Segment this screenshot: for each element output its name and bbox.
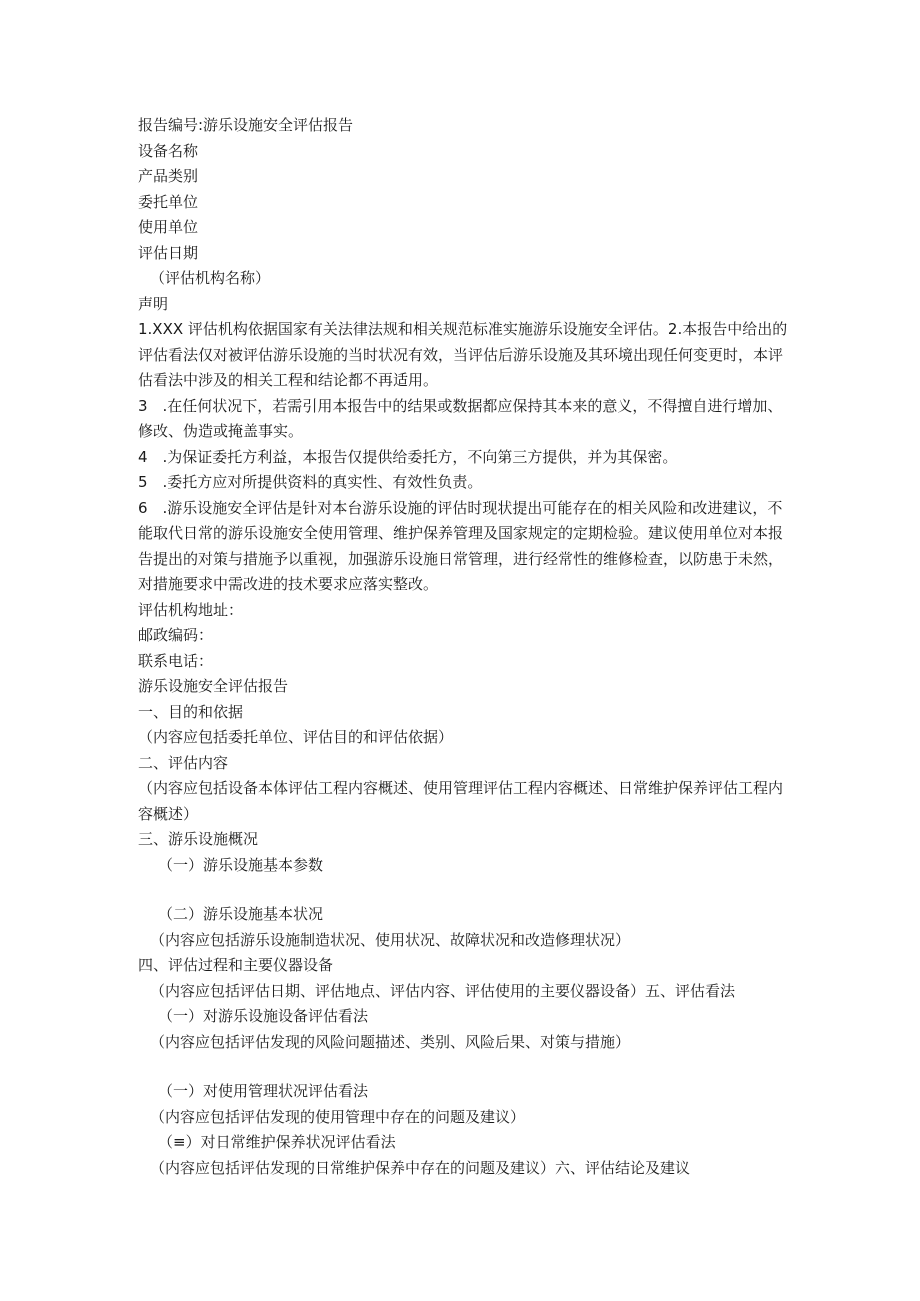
section-4-heading: 四、评估过程和主要仪器设备 [138, 956, 334, 974]
section-2-note: （内容应包括设备本体评估工程内容概述、使用管理评估工程内容概述、日常维护保养评估工程内容概述） [138, 779, 784, 823]
section-5-2-note: （内容应包括评估发现的使用管理中存在的问题及建议） [150, 1107, 526, 1126]
client-label: 委托单位 [138, 192, 199, 211]
assess-date-label: 评估日期 [138, 243, 199, 262]
device-name-label: 设备名称 [138, 141, 199, 160]
statement-item-5: 5 .委托方应对所提供资料的真实性、有效性负责。 [138, 473, 483, 491]
report-number: 报告编号:游乐设施安全评估报告 [138, 116, 354, 134]
section-1-heading: 一、目的和依据 [138, 702, 244, 721]
statement-item-3: 3 .在任何状况下，若需引用本报告中的结果或数据都应保持其本来的意义，不得擅自进行增加、修改、伪造或掩盖事实。 [138, 396, 783, 440]
section-5-1-note: （内容应包括评估发现的风险问题描述、类别、风险后果、对策与措施） [150, 1032, 631, 1051]
document-page [138, 113, 790, 1181]
statement-item-4: 4 .为保证委托方利益，本报告仅提供给委托方，不向第三方提供，并为其保密。 [138, 447, 678, 466]
section-5-3-heading: （≡）对日常维护保养状况评估看法 [158, 1133, 396, 1151]
section-5-3-note: （内容应包括评估发现的日常维护保养中存在的问题及建议）六、评估结论及建议 [150, 1158, 691, 1177]
agency-name: （评估机构名称） [150, 269, 271, 287]
section-3-heading: 三、游乐设施概况 [138, 830, 259, 848]
section-1-note: （内容应包括委托单位、评估目的和评估依据） [138, 728, 454, 746]
agency-address-label: 评估机构地址： [138, 600, 244, 619]
section-3-2-heading: （二）游乐设施基本状况 [158, 905, 324, 923]
section-5-1-heading: （一）对游乐设施设备评估看法 [158, 1007, 369, 1025]
section-4-note: （内容应包括评估日期、评估地点、评估内容、评估使用的主要仪器设备）五、评估看法 [150, 981, 736, 1000]
postcode-label: 邮政编码： [138, 626, 214, 644]
section-2-heading: 二、评估内容 [138, 753, 229, 772]
statement-heading: 声明 [138, 294, 169, 313]
statement-item-6: 6 .游乐设施安全评估是针对本台游乐设施的评估时现状提出可能存在的相关风险和改进建议，不能取代日常的游乐设施安全使用管理、维护保养管理及国家规定的定期检验。建议使用单位对本报告提出的对策与措施予以重视，加强游乐设施日常管理，进行经常性的维修检查，以防患于未然，对措施要求中需改进的技术要求应落实整改。 [138, 498, 784, 593]
phone-label: 联系电话： [138, 651, 214, 670]
section-3-1-heading: （一）游乐设施基本参数 [158, 855, 324, 874]
product-category-label: 产品类别 [138, 167, 199, 185]
section-3-2-note: （内容应包括游乐设施制造状况、使用状况、故障状况和改造修理状况） [150, 930, 631, 949]
statement-item-1: 1.XXX 评估机构依据国家有关法律法规和相关规范标准实施游乐设施安全评估。2.本报告中给出的评估看法仅对被评估游乐设施的当时状况有效，当评估后游乐设施及其环境出现任何变更时，本评估看法中涉及的相关工程和结论都不再适用。 [138, 320, 788, 389]
section-5-2-heading: （一）对使用管理状况评估看法 [158, 1082, 369, 1100]
report-title: 游乐设施安全评估报告 [138, 677, 289, 695]
user-unit-label: 使用单位 [138, 218, 199, 236]
